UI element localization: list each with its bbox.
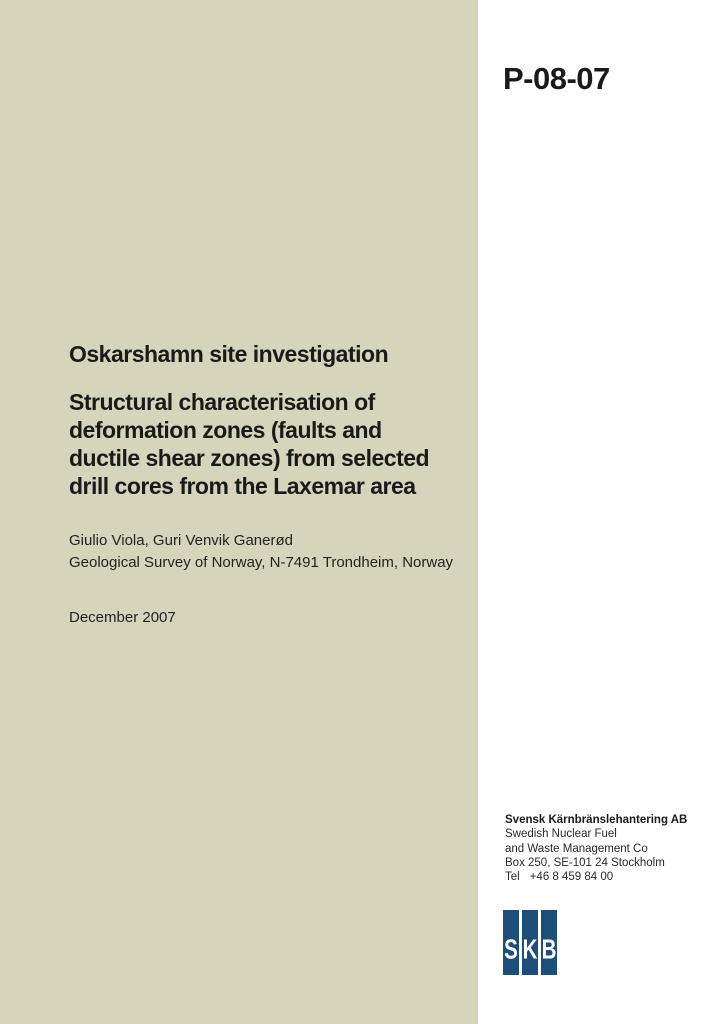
authors-line: Giulio Viola, Guri Venvik Ganerød [69, 532, 293, 549]
publisher-block [505, 813, 687, 884]
phone-label: Tel [505, 871, 520, 884]
skb-logo-letter-b: B [541, 934, 557, 966]
report-number: P-08-07 [503, 61, 610, 96]
report-title-line-1: Structural characterisation of [69, 389, 375, 415]
skb-logo-letter-s: S [504, 934, 518, 966]
publisher-name: Svensk Kärnbränslehantering AB [505, 814, 688, 826]
series-title: Oskarshamn site investigation [69, 341, 389, 367]
skb-logo-letter-k: K [522, 934, 538, 966]
affiliation-line: Geological Survey of Norway, N-7491 Trondheim, Norway [69, 554, 454, 571]
authors-block [69, 530, 453, 574]
publication-date: December 2007 [69, 609, 176, 626]
report-title-line-3: ductile shear zones) from selected [69, 445, 430, 471]
publisher-address-line-2: and Waste Management Co [505, 842, 648, 855]
publisher-phone-line [505, 870, 687, 884]
phone-number: +46 8 459 84 00 [529, 871, 614, 884]
skb-logo-bar-1 [503, 910, 519, 975]
report-title-line-2: deformation zones (faults and [69, 417, 382, 443]
report-title-line-4: drill cores from the Laxemar area [69, 473, 416, 499]
publisher-address-line-3: Box 250, SE-101 24 Stockholm [505, 856, 665, 869]
publisher-address-line-1: Swedish Nuclear Fuel [505, 828, 617, 841]
skb-logo-bar-3 [541, 910, 557, 975]
skb-logo [503, 910, 557, 975]
report-title [69, 388, 429, 500]
skb-logo-bar-2 [522, 910, 538, 975]
